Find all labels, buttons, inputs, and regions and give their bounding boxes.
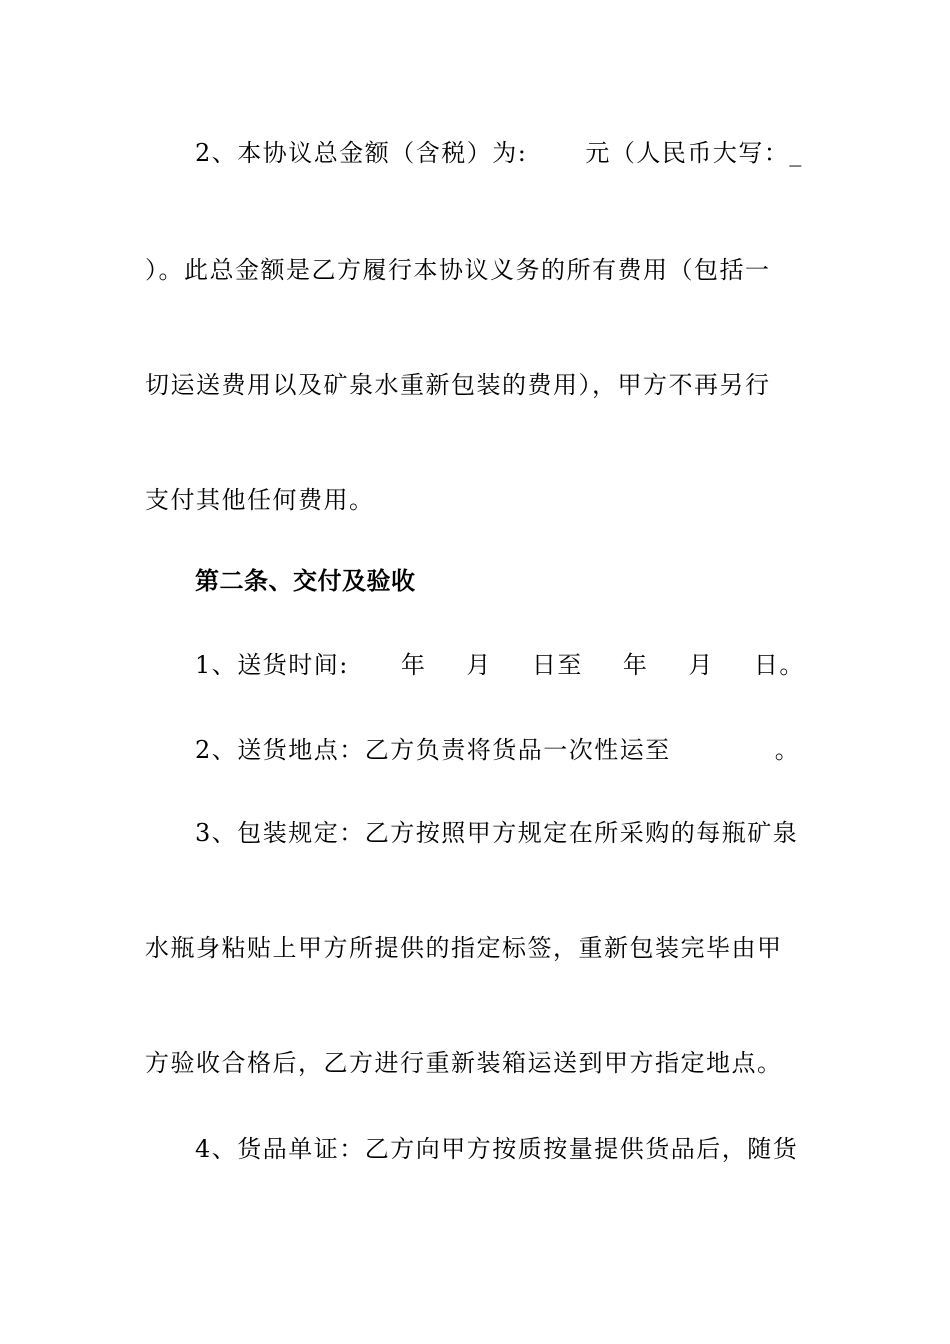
packaging-line-2: 水瓶身粘贴上甲方所提供的指定标签，重新包装完毕由甲 bbox=[145, 934, 783, 962]
month-2: 月 bbox=[688, 651, 714, 679]
article-2-heading: 第二条、交付及验收 bbox=[195, 567, 416, 595]
amount-line-2: ）。此总金额是乙方履行本协议义务的所有费用（包括一 bbox=[145, 256, 771, 284]
amount-label: 2、本协议总金额（含税）为: bbox=[195, 139, 528, 167]
delivery-place-end: 。 bbox=[774, 736, 801, 764]
month-1: 月 bbox=[466, 651, 492, 679]
delivery-place-text: 2、送货地点：乙方负责将货品一次性运至 bbox=[195, 736, 671, 764]
day-2: 日。 bbox=[753, 651, 805, 679]
amount-rmb-blank: _ bbox=[789, 139, 803, 167]
amount-line-4: 支付其他任何费用。 bbox=[145, 486, 375, 514]
amount-rmb-label: 元（人民币大写： bbox=[585, 139, 790, 167]
delivery-place-line bbox=[195, 735, 800, 765]
documents-line-1: 4、货品单证：乙方向甲方按质按量提供货品后，随货 bbox=[195, 1135, 799, 1163]
packaging-line-3: 方验收合格后，乙方进行重新装箱运送到甲方指定地点。 bbox=[145, 1049, 783, 1077]
delivery-time-line bbox=[195, 650, 805, 680]
amount-line-3: 切运送费用以及矿泉水重新包装的费用），甲方不再另行 bbox=[145, 371, 771, 399]
year-2: 年 bbox=[622, 651, 649, 679]
delivery-time-label: 1、送货时间: bbox=[195, 651, 349, 679]
day-1: 日至 bbox=[531, 651, 583, 679]
amount-line-1 bbox=[195, 138, 803, 168]
packaging-line-1: 3、包装规定：乙方按照甲方规定在所采购的每瓶矿泉 bbox=[195, 819, 799, 847]
year-1: 年 bbox=[400, 651, 427, 679]
